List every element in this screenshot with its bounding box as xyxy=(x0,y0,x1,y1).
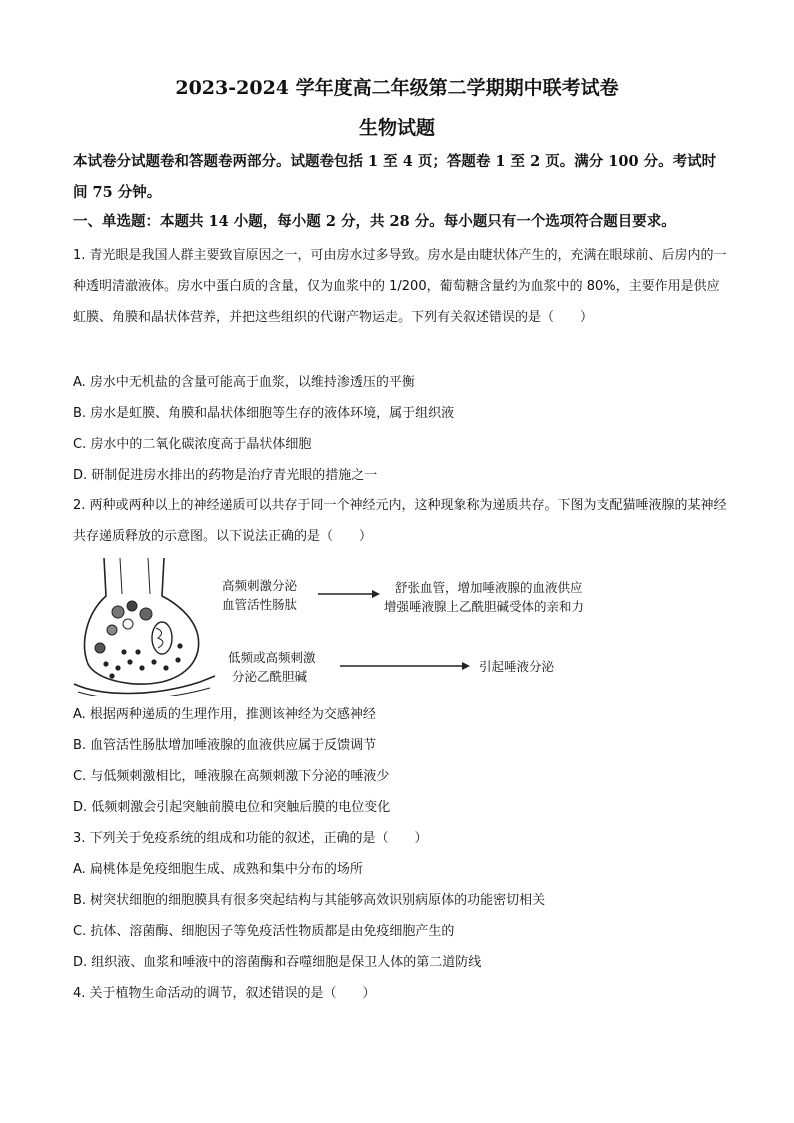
question-2-stem: 2. 两种或两种以上的神经递质可以共存于同一个神经元内，这种现象称为递质共存。下图为支配猫唾液腺的某神经共存递质释放的示意图。以下说法正确的是（ ） xyxy=(73,498,727,544)
figure-effect-high-1: 舒张血管，增加唾液腺的血液供应 xyxy=(395,580,583,595)
question-3-option-b: B. 树突状细胞的细胞膜具有很多突起结构与其能够高效识别病原体的功能密切相关 xyxy=(73,893,546,908)
vesicle-small xyxy=(121,649,126,654)
question-1-option-d: D. 研制促进房水排出的药物是治疗青光眼的措施之一 xyxy=(73,468,378,483)
question-2-option-c: C. 与低频刺激相比，唾液腺在高频刺激下分泌的唾液少 xyxy=(73,769,390,784)
mitochondrion xyxy=(152,622,172,654)
axon-inner-line-2 xyxy=(148,558,150,594)
page-subtitle: 生物试题 xyxy=(358,117,435,139)
question-2-option-d: D. 低频刺激会引起突触前膜电位和突触后膜的电位变化 xyxy=(73,800,391,815)
vesicle-small xyxy=(163,665,168,670)
question-2-option-a: A. 根据两种递质的生理作用，推测该神经为交感神经 xyxy=(73,707,376,722)
vesicle-small xyxy=(151,659,156,664)
figure-label-high-1: 高频刺激分泌 xyxy=(222,578,298,593)
question-1-option-c: C. 房水中的二氧化碳浓度高于晶状体细胞 xyxy=(73,437,312,452)
vesicle-large xyxy=(123,619,133,629)
vesicle-large xyxy=(112,606,124,618)
arrow-high-frequency-head xyxy=(372,590,380,598)
question-4-stem: 4. 关于植物生命活动的调节，叙述错误的是（ ） xyxy=(73,986,376,1001)
question-3-option-a: A. 扁桃体是免疫细胞生成、成熟和集中分布的场所 xyxy=(73,862,363,877)
postsynaptic-membrane-lower xyxy=(78,688,210,696)
vesicle-large xyxy=(95,643,105,653)
figure-label-low-1: 低频或高频刺激 xyxy=(228,650,316,665)
exam-instructions: 本试卷分试题卷和答题卷两部分。试题卷包括 1 至 4 页；答题卷 1 至 2 页。满分 100 分。考试时间 75 分钟。 xyxy=(73,153,717,201)
vesicle-small xyxy=(103,661,108,666)
vesicle-small xyxy=(139,665,144,670)
question-1-stem: 1. 青光眼是我国人群主要致盲原因之一，可由房水过多导致。房水是由睫状体产生的，充满在眼球前、后房内的一种透明清澈液体。房水中蛋白质的含量，仅为血浆中的 1/200，葡萄糖含量约为血浆中的 80%，主要作用是供应虹膜、角膜和晶状体营养，并把这些组织的代谢产物运走。下列有关叙述错误的是（ ） xyxy=(73,248,727,325)
vesicle-large xyxy=(127,601,137,611)
question-3-stem: 3. 下列关于免疫系统的组成和功能的叙述，正确的是（ ） xyxy=(73,831,428,846)
vesicle-large xyxy=(140,608,152,620)
question-1-option-a: A. 房水中无机盐的含量可能高于血浆，以维持渗透压的平衡 xyxy=(73,375,415,390)
vesicle-small xyxy=(135,649,140,654)
vesicle-large xyxy=(107,625,117,635)
figure-label-high-2: 血管活性肠肽 xyxy=(222,597,298,612)
vesicle-small xyxy=(175,657,180,662)
vesicle-small xyxy=(177,643,182,648)
figure-label-low-2: 分泌乙酰胆碱 xyxy=(232,669,308,684)
question-2-option-b: B. 血管活性肠肽增加唾液腺的血液供应属于反馈调节 xyxy=(73,738,377,753)
synapse-diagram xyxy=(70,556,630,696)
vesicle-small xyxy=(109,673,114,678)
question-3-option-d: D. 组织液、血浆和唾液中的溶菌酶和吞噬细胞是保卫人体的第二道防线 xyxy=(73,955,482,970)
arrow-low-frequency-head xyxy=(462,662,470,670)
page-title: 2023-2024 学年度高二年级第二学期期中联考试卷 xyxy=(175,77,619,99)
figure-effect-high-2: 增强唾液腺上乙酰胆碱受体的亲和力 xyxy=(384,599,585,614)
question-3-option-c: C. 抗体、溶菌酶、细胞因子等免疫活性物质都是由免疫细胞产生的 xyxy=(73,924,455,939)
vesicle-small xyxy=(127,659,132,664)
section-heading: 一、单选题：本题共 14 小题，每小题 2 分，共 28 分。每小题只有一个选项符合题目要求。 xyxy=(73,213,676,230)
neuron-terminal-outline xyxy=(85,558,199,684)
figure-effect-low: 引起唾液分泌 xyxy=(479,659,555,674)
vesicle-small xyxy=(115,665,120,670)
question-1-option-b: B. 房水是虹膜、角膜和晶状体细胞等生存的液体环境，属于组织液 xyxy=(73,406,455,421)
axon-inner-line xyxy=(120,558,122,594)
